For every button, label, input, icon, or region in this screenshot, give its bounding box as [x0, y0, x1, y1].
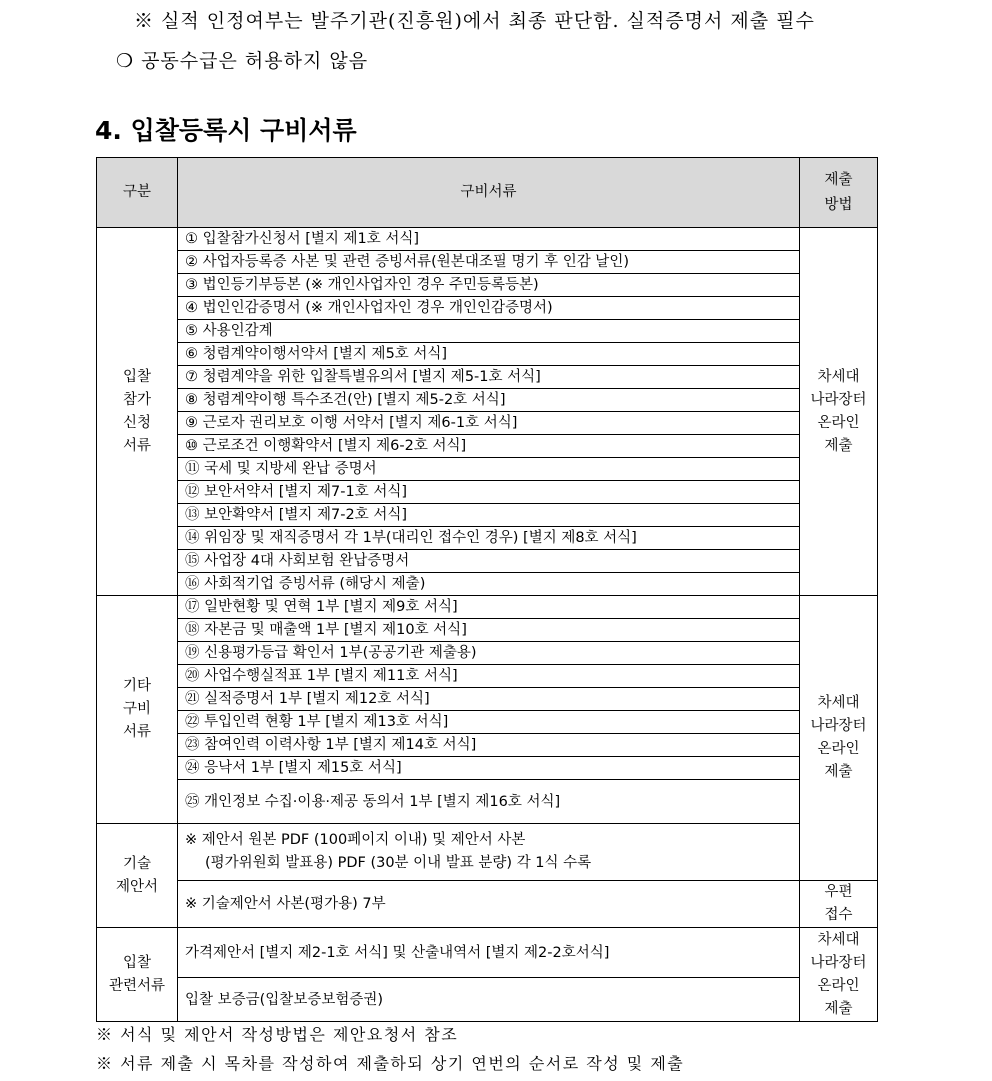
- table-row: [97, 481, 878, 504]
- category-technical-proposal: [97, 824, 178, 928]
- document-item: ⑧ 청렴계약이행 특수조건(안) [별지 제5-2호 서식]: [178, 389, 800, 412]
- table-header-row: [97, 158, 878, 228]
- table-row: [97, 596, 878, 619]
- table-row: [97, 824, 878, 881]
- document-item: ⑦ 청렴계약을 위한 입찰특별유의서 [별지 제5-1호 서식]: [178, 366, 800, 389]
- document-item: ㉓ 참여인력 이력사항 1부 [별지 제14호 서식]: [178, 734, 800, 757]
- document-item: ⑨ 근로자 권리보호 이행 서약서 [별지 제6-1호 서식]: [178, 412, 800, 435]
- table-row: [97, 665, 878, 688]
- method-line: 차세대: [817, 368, 860, 385]
- method-line: 제출: [824, 437, 853, 454]
- table-row: [97, 881, 878, 928]
- document-item: 가격제안서 [별지 제2-1호 서식] 및 산출내역서 [별지 제2-2호서식]: [178, 928, 800, 978]
- method-online: [800, 228, 878, 596]
- document-item: ⑫ 보안서약서 [별지 제7-1호 서식]: [178, 481, 800, 504]
- table-row: [97, 757, 878, 780]
- document-item: 입찰 보증금(입찰보증보험증권): [178, 978, 800, 1022]
- document-item: ⑯ 사회적기업 증빙서류 (해당시 제출): [178, 573, 800, 596]
- document-item: ⑥ 청렴계약이행서약서 [별지 제5호 서식]: [178, 343, 800, 366]
- table-row: [97, 412, 878, 435]
- table-row: [97, 458, 878, 481]
- document-item: ⑰ 일반현황 및 연혁 1부 [별지 제9호 서식]: [178, 596, 800, 619]
- method-line: 접수: [824, 907, 853, 923]
- section-heading: 4. 입찰등록시 구비서류: [95, 116, 357, 145]
- category-line: 서류: [122, 437, 151, 454]
- document-item-copy: ※ 기술제안서 사본(평가용) 7부: [178, 881, 800, 928]
- table-row: [97, 343, 878, 366]
- header-category: 구분: [97, 158, 178, 228]
- document-item: ⑲ 신용평가등급 확인서 1부(공공기관 제출용): [178, 642, 800, 665]
- header-method-line2: 방법: [824, 196, 853, 213]
- footnote-submission-order: ※ 서류 제출 시 목차를 작성하여 제출하되 상기 연번의 순서로 작성 및 제출: [96, 1054, 685, 1073]
- document-item: ⑤ 사용인감계: [178, 320, 800, 343]
- header-method-line1: 제출: [824, 171, 853, 188]
- method-line: 차세대: [817, 695, 860, 711]
- document-item: ⑩ 근로조건 이행확약서 [별지 제6-2호 서식]: [178, 435, 800, 458]
- table-row: [97, 780, 878, 824]
- method-mail: [800, 881, 878, 928]
- table-row: [97, 504, 878, 527]
- category-line: 제안서: [115, 878, 159, 895]
- category-line: 참가: [122, 391, 151, 408]
- footnote-format-reference: ※ 서식 및 제안서 작성방법은 제안요청서 참조: [96, 1025, 459, 1044]
- table-row: [97, 527, 878, 550]
- note-performance-verification: ※ 실적 인정여부는 발주기관(진흥원)에서 최종 판단함. 실적증명서 제출 필수: [134, 10, 815, 32]
- method-line: 우편: [824, 884, 853, 900]
- table-row: [97, 688, 878, 711]
- document-item: ③ 법인등기부등본 (※ 개인사업자인 경우 주민등록등본): [178, 274, 800, 297]
- category-bid-application: [97, 228, 178, 596]
- table-row: [97, 711, 878, 734]
- document-item: ⑭ 위임장 및 재직증명서 각 1부(대리인 접수인 경우) [별지 제8호 서식]: [178, 527, 800, 550]
- document-item: ⑮ 사업장 4대 사회보험 완납증명서: [178, 550, 800, 573]
- document-item: ① 입찰참가신청서 [별지 제1호 서식]: [178, 228, 800, 251]
- document-item: ㉔ 응낙서 1부 [별지 제15호 서식]: [178, 757, 800, 780]
- table-row: [97, 435, 878, 458]
- method-online: [800, 928, 878, 1022]
- document-item: ㉑ 실적증명서 1부 [별지 제12호 서식]: [178, 688, 800, 711]
- header-method: [800, 158, 878, 228]
- required-documents-table: [96, 157, 878, 1022]
- method-line: 온라인: [817, 414, 860, 431]
- method-line: 나라장터: [810, 954, 867, 971]
- table-row: [97, 734, 878, 757]
- category-line: 기타: [122, 678, 151, 694]
- category-other-documents: [97, 596, 178, 824]
- document-item: ⑬ 보안확약서 [별지 제7-2호 서식]: [178, 504, 800, 527]
- table-row: [97, 366, 878, 389]
- proposal-line: ※ 제안서 원본 PDF (100페이지 이내) 및 제안서 사본: [185, 832, 526, 848]
- method-line: 제출: [824, 1000, 853, 1017]
- table-row: [97, 297, 878, 320]
- method-line: 나라장터: [810, 391, 867, 408]
- category-line: 서류: [122, 724, 151, 740]
- category-line: 기술: [122, 855, 151, 872]
- table-row: [97, 573, 878, 596]
- document-item: ④ 법인인감증명서 (※ 개인사업자인 경우 개인인감증명서): [178, 297, 800, 320]
- category-line: 입찰: [122, 368, 151, 385]
- table-row: [97, 978, 878, 1022]
- proposal-line: (평가위원회 발표용) PDF (30분 이내 발표 분량) 각 1식 수록: [205, 855, 592, 871]
- table-row: [97, 389, 878, 412]
- document-item: ㉒ 투입인력 현황 1부 [별지 제13호 서식]: [178, 711, 800, 734]
- document-item: ② 사업자등록증 사본 및 관련 증빙서류(원본대조필 명기 후 인감 날인): [178, 251, 800, 274]
- table-row: [97, 550, 878, 573]
- table-row: [97, 251, 878, 274]
- table-row: [97, 642, 878, 665]
- document-item: ⑪ 국세 및 지방세 완납 증명서: [178, 458, 800, 481]
- category-line: 입찰: [122, 954, 151, 971]
- header-documents: 구비서류: [178, 158, 800, 228]
- table-row: [97, 320, 878, 343]
- category-bid-related: [97, 928, 178, 1022]
- method-line: 온라인: [817, 977, 860, 994]
- category-line: 구비: [122, 701, 151, 717]
- category-line: 관련서류: [108, 977, 166, 994]
- method-line: 온라인: [817, 741, 860, 757]
- document-item: ⑱ 자본금 및 매출액 1부 [별지 제10호 서식]: [178, 619, 800, 642]
- category-line: 신청: [122, 414, 151, 431]
- document-item-proposal: [178, 824, 800, 881]
- method-online: [800, 596, 878, 881]
- document-item: ⑳ 사업수행실적표 1부 [별지 제11호 서식]: [178, 665, 800, 688]
- note-joint-supply: ❍ 공동수급은 허용하지 않음: [116, 50, 369, 72]
- method-line: 나라장터: [810, 718, 867, 734]
- table-row: [97, 928, 878, 978]
- method-line: 차세대: [817, 931, 860, 948]
- table-row: [97, 274, 878, 297]
- method-line: 제출: [824, 764, 853, 780]
- document-item: ㉕ 개인정보 수집·이용·제공 동의서 1부 [별지 제16호 서식]: [178, 780, 800, 824]
- table-row: [97, 619, 878, 642]
- table-row: [97, 228, 878, 251]
